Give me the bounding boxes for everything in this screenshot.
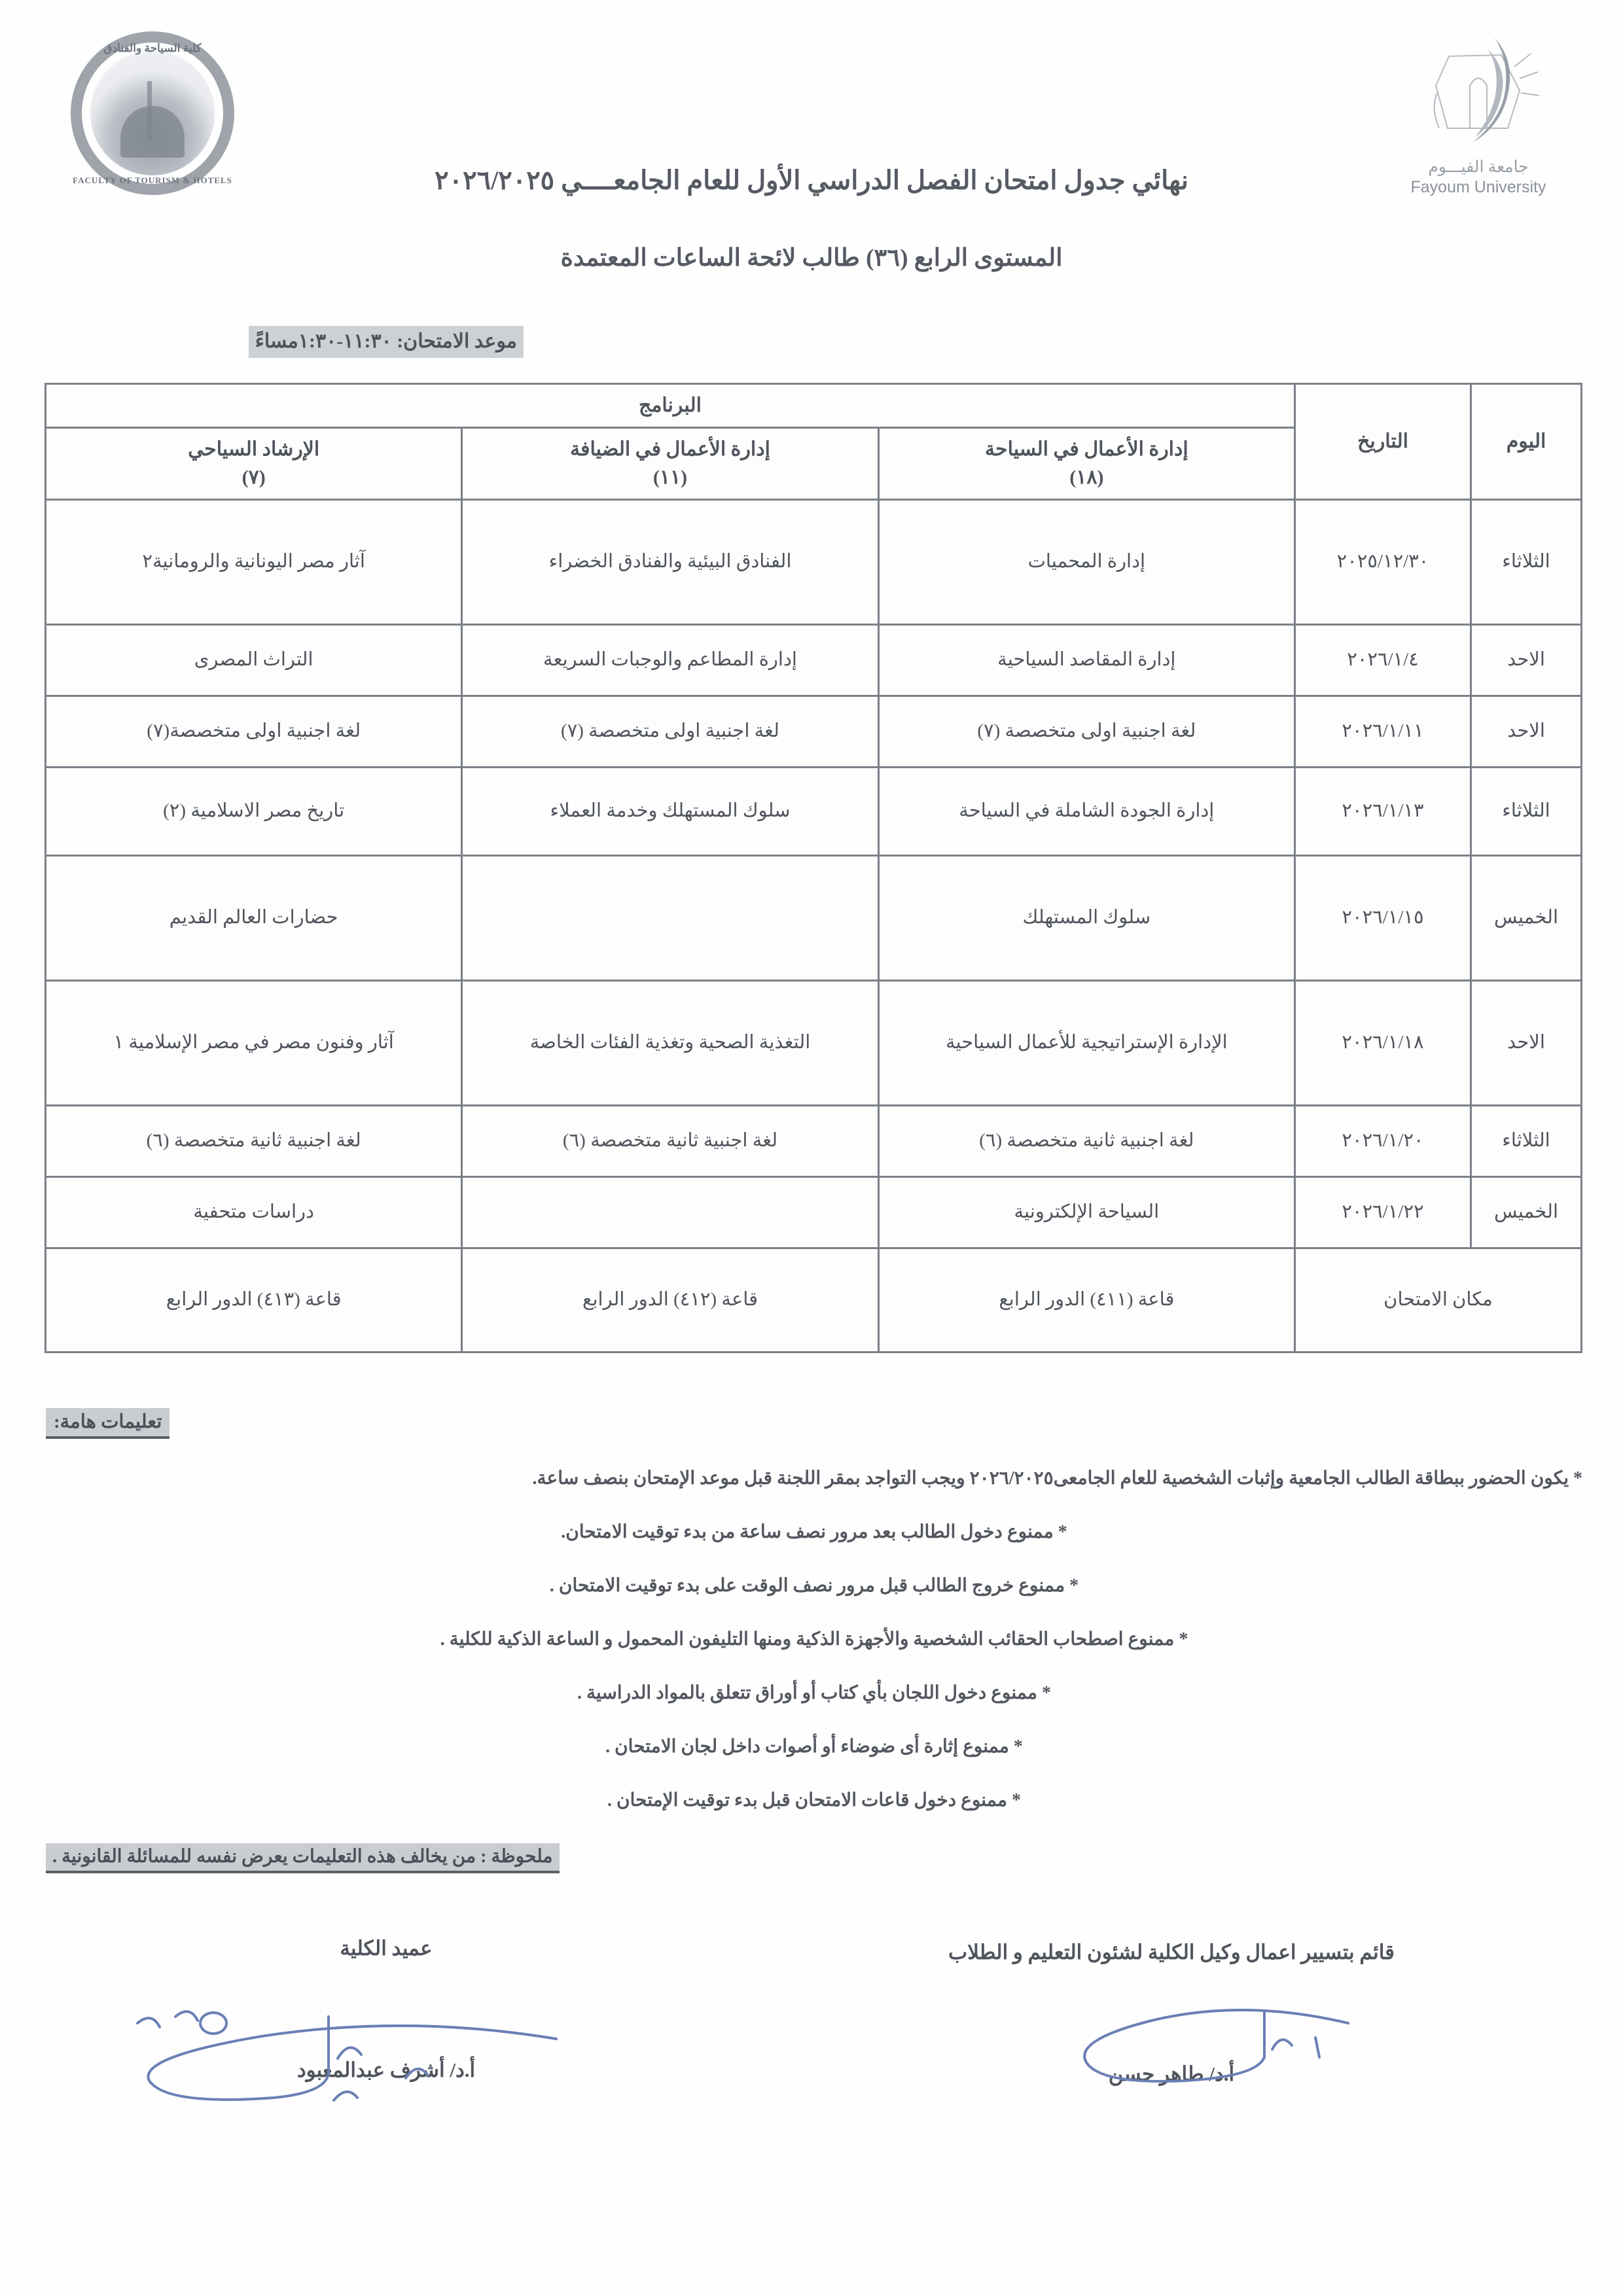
instructions-title-wrap	[46, 1408, 1582, 1439]
instructions-section	[46, 1408, 1582, 1873]
instruction-item: * ممنوع اصطحاب الحقائب الشخصية والأجهزة الذكية ومنها التليفون المحمول و الساعة الذكية للكلية .	[440, 1629, 1188, 1650]
column-header-program: البرنامج	[46, 384, 1295, 428]
cell-tourism: السياحة الإلكترونية	[878, 1176, 1294, 1248]
cell-day: الخميس	[1471, 1176, 1582, 1248]
cell-tourism: لغة اجنبية اولى متخصصة (٧)	[878, 696, 1294, 767]
cell-tourism: الإدارة الإستراتيجية للأعمال السياحية	[878, 980, 1294, 1105]
cell-tourism: إدارة المحميات	[878, 499, 1294, 624]
table-row	[46, 767, 1582, 855]
cell-day: الثلاثاء	[1471, 767, 1582, 855]
signature-name-dean: أ.د/ أشرف عبدالمعبود	[296, 2058, 476, 2081]
instruction-item: * ممنوع دخول الطالب بعد مرور نصف ساعة من بدء توقيت الامتحان.	[561, 1522, 1067, 1542]
seal-mosque-shape	[120, 106, 185, 158]
cell-hospitality: لغة اجنبية ثانية متخصصة (٦)	[462, 1105, 878, 1176]
program-name-guidance: الإرشاد السياحي	[188, 438, 320, 460]
document-title: نهائي جدول امتحان الفصل الدراسي الأول للعام الجامعــــي ٢٠٢٦/٢٠٢٥	[435, 166, 1188, 195]
cell-day: الاحد	[1471, 624, 1582, 696]
instructions-title: تعليمات هامة:	[46, 1408, 169, 1439]
university-name-english: Fayoum University	[1410, 178, 1546, 196]
program-header-hospitality	[462, 427, 878, 499]
table-row	[46, 855, 1582, 980]
program-header-guidance	[46, 427, 462, 499]
column-header-day: اليوم	[1471, 384, 1582, 500]
signature-role-dean: عميد الكلية	[340, 1937, 433, 1960]
program-header-tourism	[878, 427, 1294, 499]
schedule-table-wrapper	[45, 383, 1582, 1353]
cell-exam-place-tourism: قاعة (٤١١) الدور الرابع	[878, 1248, 1294, 1352]
cell-tourism: سلوك المستهلك	[878, 855, 1294, 980]
instruction-item: * ممنوع إثارة أى ضوضاء أو أصوات داخل لجان الامتحان .	[605, 1737, 1023, 1757]
instruction-item: * ممنوع دخول اللجان بأي كتاب أو أوراق تتعلق بالمواد الدراسية .	[577, 1683, 1052, 1703]
table-row	[46, 1105, 1582, 1176]
instruction-item: * ممنوع دخول قاعات الامتحان قبل بدء توقيت الإمتحان .	[607, 1790, 1021, 1810]
cell-guidance: التراث المصرى	[46, 624, 462, 696]
signature-role-vice-dean: قائم بتسيير اعمال وكيل الكلية لشئون التعليم و الطلاب	[948, 1941, 1395, 1964]
column-header-date: التاريخ	[1295, 384, 1471, 500]
cell-tourism: إدارة المقاصد السياحية	[878, 624, 1294, 696]
table-row-exam-place	[46, 1248, 1582, 1352]
cell-day: الاحد	[1471, 696, 1582, 767]
cell-day: الثلاثاء	[1471, 1105, 1582, 1176]
instruction-item: * ممنوع خروج الطالب قبل مرور نصف الوقت على بدء توقيت الامتحان .	[549, 1576, 1079, 1596]
cell-day: الخميس	[1471, 855, 1582, 980]
table-row	[46, 499, 1582, 624]
seal-inner	[90, 51, 215, 175]
schedule-table	[45, 383, 1582, 1353]
program-name-tourism: إدارة الأعمال في السياحة	[984, 438, 1188, 460]
cell-exam-place-guidance: قاعة (٤١٣) الدور الرابع	[46, 1248, 462, 1352]
cell-date: ٢٠٢٥/١٢/٣٠	[1295, 499, 1471, 624]
university-name-arabic: جامعة الفيـــوم	[1428, 158, 1529, 176]
instructions-warning-wrap	[46, 1843, 1582, 1873]
instruction-item: * يكون الحضور ببطاقة الطالب الجامعية وإثبات الشخصية للعام الجامعى٢٠٢٦/٢٠٢٥ ويجب التواجد بمقر اللجنة قبل موعد الإمتحان بنصف ساعة.	[532, 1468, 1582, 1489]
cell-hospitality: لغة اجنبية اولى متخصصة (٧)	[462, 696, 878, 767]
cell-date: ٢٠٢٦/١/٢٠	[1295, 1105, 1471, 1176]
cell-tourism: إدارة الجودة الشاملة في السياحة	[878, 767, 1294, 855]
cell-tourism: لغة اجنبية ثانية متخصصة (٦)	[878, 1105, 1294, 1176]
cell-hospitality: التغذية الصحية وتغذية الفئات الخاصة	[462, 980, 878, 1105]
cell-guidance: آثار وفنون مصر في مصر الإسلامية ١	[46, 980, 462, 1105]
cell-exam-place-hospitality: قاعة (٤١٢) الدور الرابع	[462, 1248, 878, 1352]
cell-hospitality: سلوك المستهلك وخدمة العملاء	[462, 767, 878, 855]
cell-guidance: حضارات العالم القديم	[46, 855, 462, 980]
cell-day: الاحد	[1471, 980, 1582, 1105]
signature-block-vice-dean	[877, 1941, 1466, 2086]
cell-date: ٢٠٢٦/١/١١	[1295, 696, 1471, 767]
table-header-row-top	[46, 384, 1582, 428]
document-subtitle: المستوى الرابع (٣٦) طالب لائحة الساعات المعتمدة	[560, 245, 1063, 272]
seal-text-arabic: كلية السياحة والفنادق	[103, 42, 202, 54]
cell-date: ٢٠٢٦/١/١٨	[1295, 980, 1471, 1105]
cell-exam-place-label: مكان الامتحان	[1295, 1248, 1582, 1352]
cell-date: ٢٠٢٦/١/٤	[1295, 624, 1471, 696]
cell-guidance: آثار مصر اليونانية والرومانية٢	[46, 499, 462, 624]
table-row	[46, 980, 1582, 1105]
cell-hospitality-empty	[462, 1176, 878, 1248]
cell-guidance: لغة اجنبية اولى متخصصة(٧)	[46, 696, 462, 767]
cell-hospitality: إدارة المطاعم والوجبات السريعة	[462, 624, 878, 696]
cell-date: ٢٠٢٦/١/١٥	[1295, 855, 1471, 980]
cell-day: الثلاثاء	[1471, 499, 1582, 624]
exam-time-banner: موعد الامتحان: ١١:٣٠-١:٣٠مساءً	[249, 326, 524, 358]
cell-hospitality: الفنادق البيئية والفنادق الخضراء	[462, 499, 878, 624]
signature-name-vice-dean: أ.د/ طاهر حسن	[1108, 2062, 1235, 2085]
cell-date: ٢٠٢٦/١/٢٢	[1295, 1176, 1471, 1248]
table-row	[46, 1176, 1582, 1248]
cell-date: ٢٠٢٦/١/١٣	[1295, 767, 1471, 855]
program-count-hospitality: (١١)	[652, 467, 688, 488]
cell-hospitality-empty	[462, 855, 878, 980]
university-mark-icon	[1410, 30, 1547, 161]
seal-text-english: FACULTY OF TOURISM & HOTELS	[73, 175, 232, 185]
program-count-tourism: (١٨)	[1069, 467, 1104, 488]
table-row	[46, 696, 1582, 767]
signature-block-dean	[92, 1937, 681, 2082]
cell-guidance: دراسات متحفية	[46, 1176, 462, 1248]
cell-guidance: تاريخ مصر الاسلامية (٢)	[46, 767, 462, 855]
instructions-warning: ملحوظة : من يخالف هذه التعليمات يعرض نفسه للمسائلة القانونية .	[46, 1843, 560, 1873]
program-count-guidance: (٧)	[241, 467, 266, 488]
table-row	[46, 624, 1582, 696]
program-name-hospitality: إدارة الأعمال في الضيافة	[570, 438, 770, 460]
cell-guidance: لغة اجنبية ثانية متخصصة (٦)	[46, 1105, 462, 1176]
schedule-table-head	[46, 384, 1582, 500]
schedule-table-body	[46, 499, 1582, 1352]
